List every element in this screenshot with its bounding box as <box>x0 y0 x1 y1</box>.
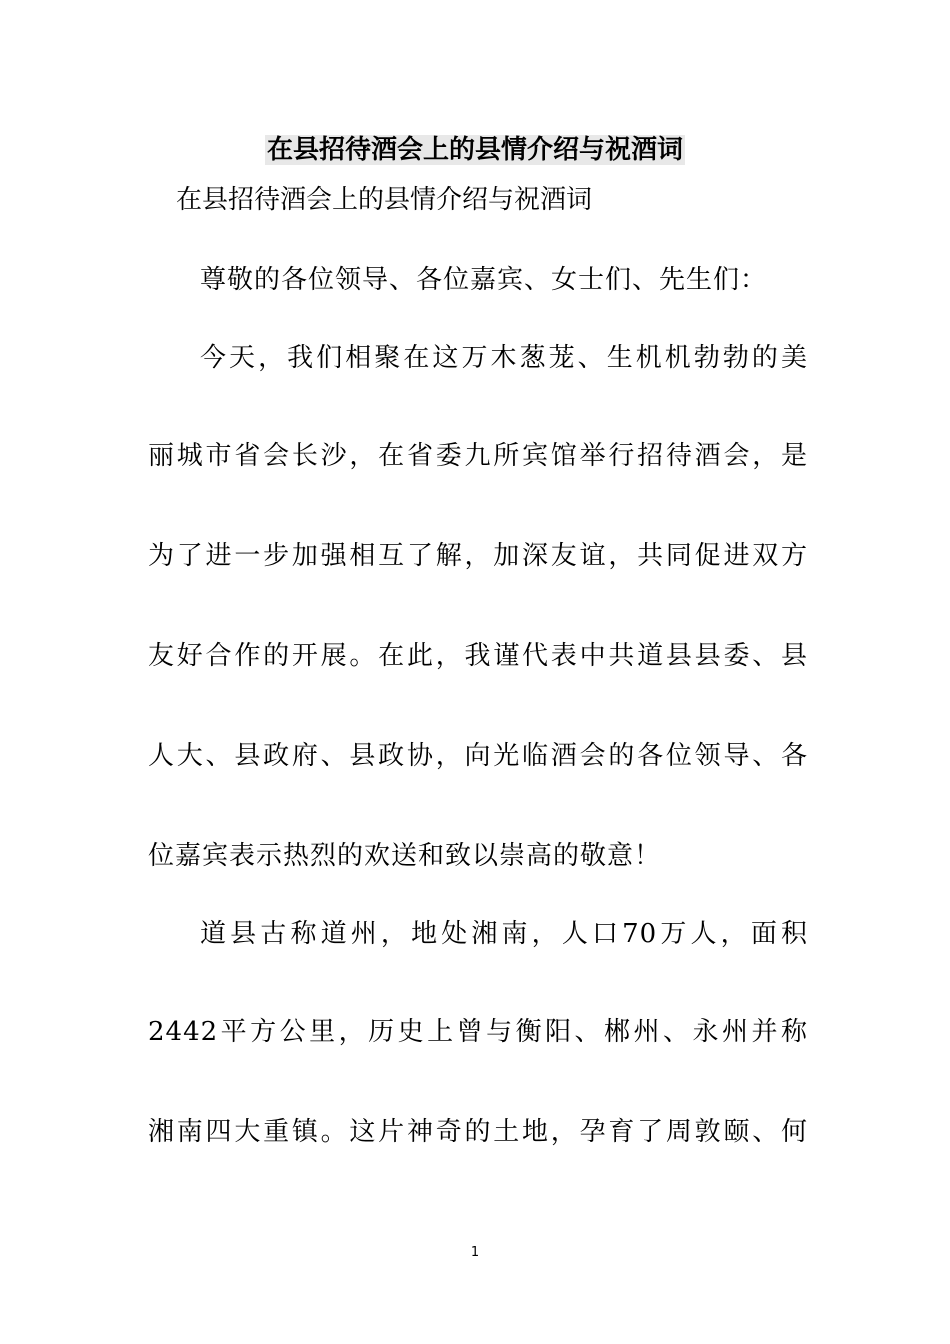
text-line: 2442平方公里，历史上曾与衡阳、郴州、永州并称 <box>148 1017 808 1047</box>
text-line-salutation: 尊敬的各位领导、各位嘉宾、女士们、先生们： <box>200 265 768 295</box>
text-line: 湘南四大重镇。这片神奇的土地，孕育了周敦颐、何 <box>148 1117 808 1147</box>
text-line: 位嘉宾表示热烈的欢送和致以崇高的敬意！ <box>148 841 662 871</box>
text-line: 道县古称道州，地处湘南，人口70万人，面积 <box>200 919 808 949</box>
text-line: 今天，我们相聚在这万木葱茏、生机机勃勃的美 <box>200 343 808 373</box>
document-subtitle: 在县招待酒会上的县情介绍与祝酒词 <box>176 185 593 215</box>
text-line: 友好合作的开展。在此，我谨代表中共道县县委、县 <box>148 641 808 671</box>
document-title <box>0 130 950 170</box>
page-number: 1 <box>470 1245 480 1260</box>
text-line: 为了进一步加强相互了解，加深友谊，共同促进双方 <box>148 541 808 571</box>
text-line: 人大、县政府、县政协，向光临酒会的各位领导、各 <box>148 741 808 771</box>
text-line: 丽城市省会长沙，在省委九所宾馆举行招待酒会，是 <box>148 441 808 471</box>
document-title-text: 在县招待酒会上的县情介绍与祝酒词 <box>266 135 683 165</box>
